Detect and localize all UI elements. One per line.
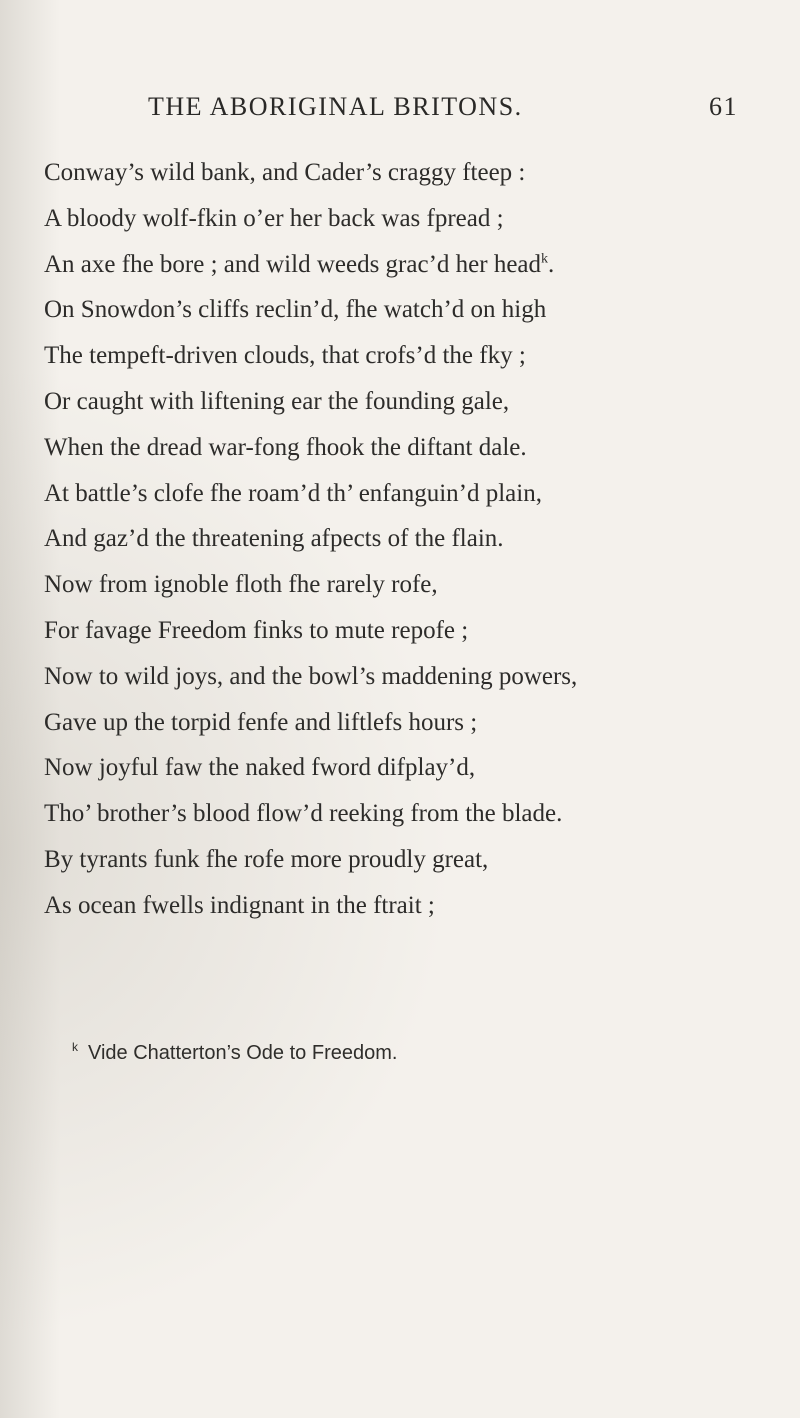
verse-line-text: And gaz’d the threatening afpects of the flain. bbox=[44, 525, 504, 553]
verse-line-text: Conway’s wild bank, and Cader’s craggy fteep : bbox=[44, 159, 526, 186]
verse-line bbox=[44, 654, 784, 700]
footnote-reference: k bbox=[541, 251, 549, 267]
verse-line-text: When the dread war-fong fhook the diftant dale. bbox=[44, 433, 527, 461]
verse-line bbox=[44, 379, 784, 425]
verse-line-text: Tho’ brother’s blood flow’d reeking from the blade. bbox=[44, 800, 563, 828]
verse-block bbox=[44, 150, 784, 929]
verse-line bbox=[44, 883, 784, 929]
verse-line bbox=[44, 516, 784, 562]
verse-line-text: A bloody wolf-fkin o’er her back was fpread ; bbox=[44, 204, 504, 232]
page-number: 61 bbox=[709, 92, 738, 121]
verse-line bbox=[44, 837, 784, 883]
verse-line-text: Gave up the torpid fenfe and liftlefs hours ; bbox=[44, 708, 478, 736]
verse-line-text: On Snowdon’s cliffs reclin’d, fhe watch’d on high bbox=[44, 296, 547, 324]
verse-line bbox=[44, 287, 784, 333]
verse-line-text: The tempeft-driven clouds, that crofs’d the fky ; bbox=[44, 342, 526, 370]
verse-line-text: Now from ignoble floth fhe rarely rofe, bbox=[44, 571, 438, 599]
verse-line-text: Now to wild joys, and the bowl’s maddening powers, bbox=[44, 662, 578, 690]
footnote bbox=[72, 1042, 397, 1065]
verse-line bbox=[44, 196, 784, 242]
verse-line bbox=[44, 791, 784, 837]
running-title: THE ABORIGINAL BRITONS. bbox=[148, 92, 523, 121]
verse-line-text: An axe fhe bore ; and wild weeds grac’d her head bbox=[44, 250, 542, 278]
verse-line-text: Now joyful faw the naked fword difplay’d, bbox=[44, 754, 476, 782]
verse-line bbox=[44, 150, 784, 196]
verse-line bbox=[44, 700, 784, 746]
verse-line bbox=[44, 608, 784, 654]
verse-line bbox=[44, 745, 784, 791]
verse-line-text: As ocean fwells indignant in the ftrait ; bbox=[44, 891, 435, 919]
footnote-mark: k bbox=[72, 1040, 78, 1055]
verse-line-text: By tyrants funk fhe rofe more proudly great, bbox=[44, 845, 489, 873]
verse-line-text: At battle’s clofe fhe roam’d th’ enfanguin’d plain, bbox=[44, 479, 542, 507]
footnote-text: Vide Chatterton’s Ode to Freedom. bbox=[88, 1042, 398, 1064]
verse-line-text: Or caught with liftening ear the founding gale, bbox=[44, 387, 510, 415]
verse-line-text: For favage Freedom finks to mute repofe ; bbox=[44, 616, 469, 644]
verse-line bbox=[44, 471, 784, 517]
running-head bbox=[148, 92, 738, 126]
verse-line bbox=[44, 562, 784, 608]
verse-line bbox=[44, 425, 784, 471]
verse-line: An axe fhe bore ; and wild weeds grac’d her head$^k$. bbox=[44, 250, 555, 278]
verse-line bbox=[44, 333, 784, 379]
